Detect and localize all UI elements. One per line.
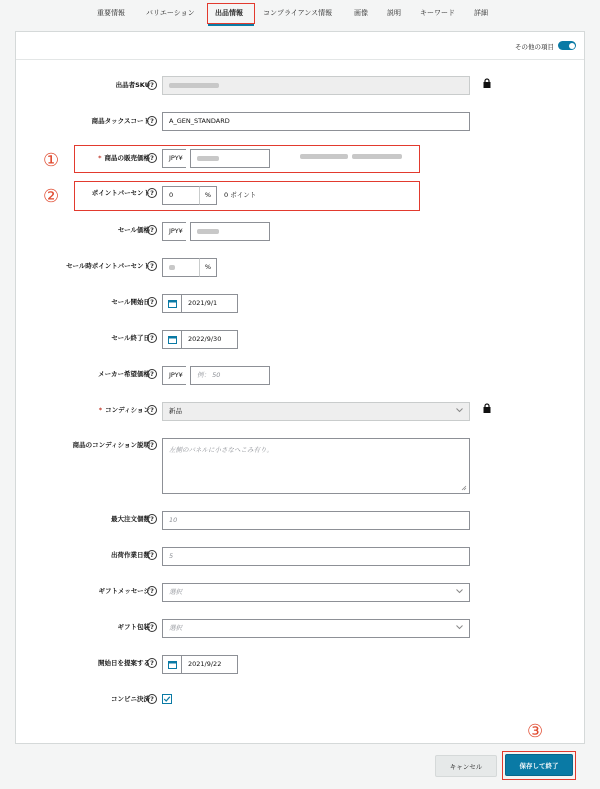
- help-icon[interactable]: ?: [147, 80, 157, 90]
- help-icon[interactable]: ?: [147, 658, 157, 668]
- currency-prefix: JPY¥: [162, 366, 186, 385]
- price-field[interactable]: [190, 149, 270, 168]
- help-icon[interactable]: ?: [147, 188, 157, 198]
- price-label-text: 商品の販売価格: [104, 154, 150, 162]
- calendar-button[interactable]: [162, 294, 182, 313]
- annotation-number-1: ①: [43, 150, 60, 171]
- max-order-placeholder: 10: [169, 516, 178, 524]
- required-mark: *: [98, 406, 103, 414]
- calendar-button[interactable]: [162, 330, 182, 349]
- offer-start-label: 開始日を提案する: [98, 659, 150, 667]
- sale-points-field[interactable]: [162, 258, 200, 277]
- msrp-placeholder: 例： 50: [197, 371, 221, 379]
- condition-note-placeholder: 左側のパネルに小さなへこみ有り。: [169, 446, 273, 454]
- tab-images[interactable]: 画像: [354, 9, 368, 17]
- help-icon[interactable]: ?: [147, 586, 157, 596]
- sale-start-field[interactable]: 2021/9/1: [181, 294, 238, 313]
- tab-description[interactable]: 説明: [387, 9, 401, 17]
- handling-days-placeholder: 5: [169, 552, 174, 560]
- tab-variation[interactable]: バリエーション: [146, 9, 195, 17]
- gift-wrap-select[interactable]: [162, 619, 470, 638]
- sale-price-label: セール価格: [117, 226, 150, 234]
- calendar-button[interactable]: [162, 655, 182, 674]
- help-icon[interactable]: ?: [147, 369, 157, 379]
- offer-start-field[interactable]: 2021/9/22: [181, 655, 238, 674]
- help-icon[interactable]: ?: [147, 550, 157, 560]
- sale-end-field[interactable]: 2022/9/30: [181, 330, 238, 349]
- points-note: 0 ポイント: [224, 191, 257, 199]
- currency-prefix: JPY¥: [162, 222, 186, 241]
- tax-code-label: 商品タックスコード: [91, 117, 150, 125]
- calendar-icon: [168, 299, 177, 308]
- condition-select: [162, 402, 470, 421]
- active-tab-underline: [208, 24, 254, 26]
- help-icon[interactable]: ?: [147, 440, 157, 450]
- sale-end-label: セール終了日: [111, 334, 150, 342]
- sku-label: 出品者SKU: [115, 81, 150, 89]
- help-icon[interactable]: ?: [147, 405, 157, 415]
- annotation-box-tab: [207, 3, 255, 24]
- cvs-payment-label: コンビニ決済: [111, 695, 150, 703]
- panel-header: [16, 32, 584, 60]
- handling-days-label: 出荷作業日数: [111, 551, 150, 559]
- cvs-payment-checkbox[interactable]: [162, 694, 172, 704]
- sale-start-label: セール開始日: [111, 298, 150, 306]
- required-mark: *: [98, 154, 102, 162]
- help-icon[interactable]: ?: [147, 116, 157, 126]
- help-icon[interactable]: ?: [147, 694, 157, 704]
- gift-message-select[interactable]: [162, 583, 470, 602]
- tab-offer[interactable]: 出品情報: [215, 9, 243, 17]
- calendar-icon: [168, 335, 177, 344]
- cancel-button[interactable]: キャンセル: [435, 755, 497, 777]
- condition-note-label: 商品のコンディション説明: [72, 441, 150, 449]
- help-icon[interactable]: ?: [147, 514, 157, 524]
- help-icon[interactable]: ?: [147, 225, 157, 235]
- other-items-toggle[interactable]: [558, 41, 576, 50]
- msrp-field[interactable]: [190, 366, 270, 385]
- annotation-number-3: ③: [527, 721, 544, 742]
- checkmark-icon: [163, 695, 171, 703]
- max-order-field[interactable]: [162, 511, 470, 530]
- max-order-label: 最大注文個数: [111, 515, 150, 523]
- currency-prefix: JPY¥: [162, 149, 186, 168]
- gift-wrap-label: ギフト包装: [117, 623, 150, 631]
- tab-keywords[interactable]: キーワード: [420, 9, 455, 17]
- help-icon[interactable]: ?: [147, 153, 157, 163]
- points-label: ポイントパーセント: [91, 189, 150, 197]
- chevron-down-icon: [456, 408, 463, 413]
- tab-details[interactable]: 詳細: [474, 9, 488, 17]
- condition-label: [0, 405, 150, 415]
- tab-important-info[interactable]: 重要情報: [97, 9, 125, 17]
- price-label: [0, 153, 150, 163]
- msrp-label: メーカー希望価格: [98, 370, 150, 378]
- help-icon[interactable]: ?: [147, 333, 157, 343]
- help-icon[interactable]: ?: [147, 297, 157, 307]
- percent-suffix: %: [199, 258, 217, 277]
- lock-icon: [483, 403, 491, 413]
- calendar-icon: [168, 660, 177, 669]
- sale-points-label: セール時ポイントパーセント: [66, 262, 150, 270]
- help-icon[interactable]: ?: [147, 261, 157, 271]
- resize-handle-icon[interactable]: [461, 485, 467, 491]
- gift-message-value: 選択: [169, 588, 182, 596]
- gift-message-label: ギフトメッセージ: [98, 587, 150, 595]
- condition-value: 新品: [169, 407, 182, 415]
- sku-field: [162, 76, 470, 95]
- chevron-down-icon: [456, 625, 463, 630]
- handling-days-field[interactable]: [162, 547, 470, 566]
- tab-bar: [0, 0, 600, 30]
- tax-code-field[interactable]: A_GEN_STANDARD: [162, 112, 470, 131]
- chevron-down-icon: [456, 589, 463, 594]
- sale-price-field[interactable]: [190, 222, 270, 241]
- help-icon[interactable]: ?: [147, 622, 157, 632]
- condition-note-textarea[interactable]: [162, 438, 470, 494]
- condition-label-text: コンディション: [105, 406, 150, 414]
- annotation-number-2: ②: [43, 186, 60, 207]
- other-items-label: その他の項目: [515, 43, 554, 51]
- lock-icon: [483, 78, 491, 88]
- tab-compliance[interactable]: コンプライアンス情報: [263, 9, 333, 17]
- save-and-finish-button[interactable]: 保存して終了: [505, 754, 573, 776]
- points-field[interactable]: 0: [162, 186, 200, 205]
- gift-wrap-value: 選択: [169, 624, 182, 632]
- percent-suffix: %: [199, 186, 217, 205]
- redacted-text: [352, 154, 402, 159]
- redacted-text: [300, 154, 348, 159]
